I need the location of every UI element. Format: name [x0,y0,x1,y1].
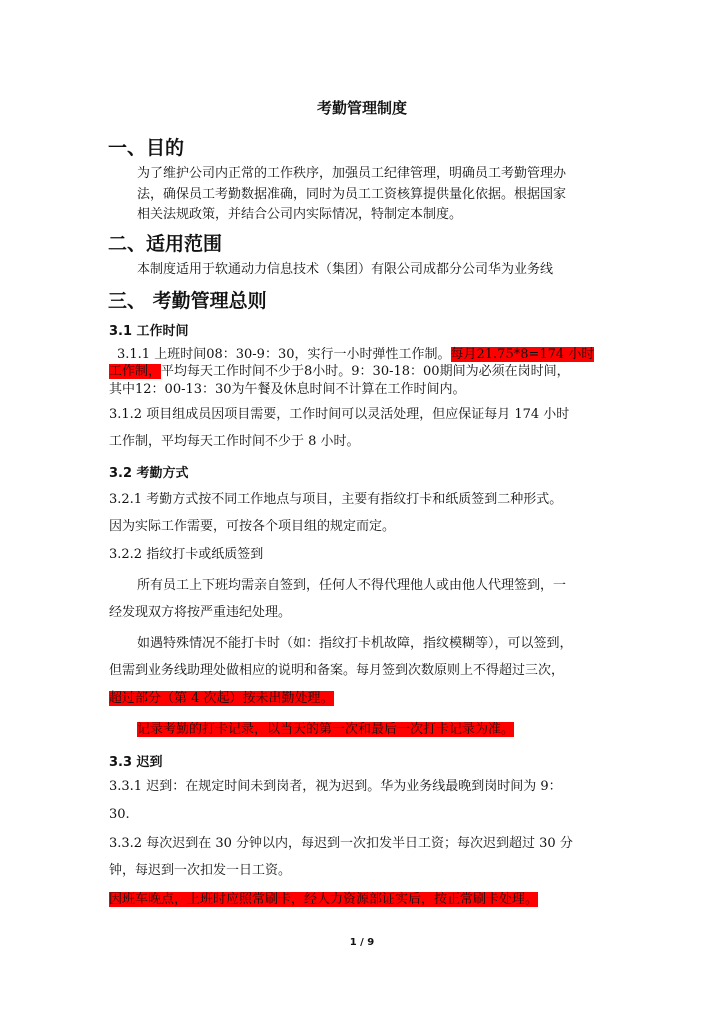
clause-3-2-2-heading: 3.2.2 指纹打卡或纸质签到 [109,547,264,562]
subsection-3-1-heading: 3.1 工作时间 [109,324,189,339]
page-number: 1 / 9 [349,937,375,948]
clause-3-2-1-line: 3.2.1 考勤方式按不同工作地点与项目，主要有指纹打卡和纸质签到二种形式。 [109,492,563,507]
clause-3-3-2-line: 3.3.2 每次迟到在 30 分钟以内，每迟到一次扣发半日工资；每次迟到超过 30 分 [109,836,573,851]
clause-3-2-2-line: 经发现双方将按严重违纪处理。 [109,605,292,620]
clause-3-3-line [109,890,538,910]
highlight: 因班车晚点，上班时应照常刷卡，经人力资源部证实后，按正常刷卡处理。 [109,892,539,907]
clause-3-2-2-line [109,689,334,709]
clause-3-3-1-line: 30. [109,807,130,822]
clause-3-2-1-line: 因为实际工作需要，可按各个项目组的规定而定。 [109,519,396,534]
clause-3-3-1-line: 3.3.1 迟到：在规定时间未到岗者，视为迟到。华为业务线最晚到岗时间为 9： [109,779,562,794]
section-1-heading: 一、目的 [108,137,185,159]
subsection-3-3-heading: 3.3 迟到 [109,755,163,770]
clause-3-1-2-line: 工作制，平均每天工作时间不少于 8 小时。 [109,434,360,449]
clause-3-2-2-line: 但需到业务线助理处做相应的说明和备案。每月签到次数原则上不得超过三次， [109,663,565,678]
section-1-line: 法，确保员工考勤数据准确，同时为员工工资核算提供量化依据。根据国家 [137,187,567,202]
highlight: 工作制， [109,364,162,379]
highlight: 超过部分（第 4 次起）按未出勤处理。 [109,691,334,706]
clause-3-1-1-line: 其中12：00-13：30为午餐及休息时间不计算在工作时间内。 [109,382,466,397]
section-1-line: 相关法规政策，并结合公司内实际情况，特制定本制度。 [137,207,463,222]
section-3-heading: 三、 考勤管理总则 [108,290,267,312]
clause-3-1-1-text: 平均每天工作时间不少于8小时。9：30-18：00期间为必须在岗时间， [161,364,570,379]
clause-3-2-2-line [137,720,514,740]
clause-3-3-2-line: 钟，每迟到一次扣发一日工资。 [109,863,292,878]
section-2-heading: 二、适用范围 [108,233,223,255]
section-1-line: 为了维护公司内正常的工作秩序，加强员工纪律管理，明确员工考勤管理办 [137,166,567,181]
highlight: 每月21.75*8=174 小时 [450,347,595,362]
clause-3-1-1-line [109,362,570,382]
clause-3-2-2-line: 如遇特殊情况不能打卡时（如：指纹打卡机故障，指纹模糊等），可以签到， [137,636,573,651]
document-title: 考勤管理制度 [316,99,407,117]
section-2-line: 本制度适用于软通动力信息技术（集团）有限公司成都分公司华为业务线 [137,262,554,277]
clause-3-1-2-line: 3.1.2 项目组成员因项目需要，工作时间可以灵活处理，但应保证每月 174 小时 [109,407,570,422]
highlight: 记录考勤的打卡记录，以当天的第一次和最后一次打卡记录为准。 [137,722,515,737]
subsection-3-2-heading: 3.2 考勤方式 [109,466,189,481]
clause-3-1-1-text: 3.1.1 上班时间08：30-9：30，实行一小时弹性工作制。 [117,347,451,362]
clause-3-2-2-line: 所有员工上下班均需亲自签到，任何人不得代理他人或由他人代理签到，一 [137,578,567,593]
